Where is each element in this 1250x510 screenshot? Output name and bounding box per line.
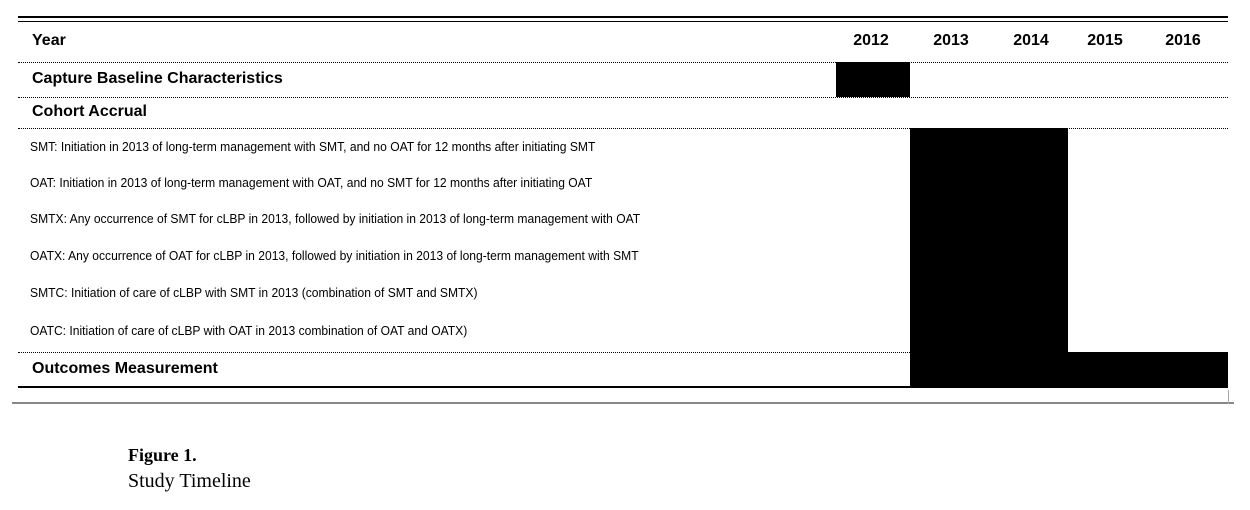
figure-caption: [128, 445, 251, 493]
year-header-label: Year: [32, 32, 66, 49]
cohort-label-oatx: OATX: Any occurrence of OAT for cLBP in 2013, followed by initiation in 2013 of long-term management with SMT: [30, 248, 639, 263]
year-2016: 2016: [1165, 32, 1201, 49]
year-2015: 2015: [1087, 32, 1123, 49]
cohort-label-oatc: OATC: Initiation of care of cLBP with OAT in 2013 combination of OAT and OATX): [30, 323, 468, 338]
figure-label: Figure 1.: [128, 445, 197, 465]
baseline-bar-2012: [836, 62, 910, 97]
cohort-accrual-row: [18, 97, 1228, 129]
cohort-label-oat: OAT: Initiation in 2013 of long-term management with OAT, and no SMT for 12 months after initiating OAT: [30, 175, 593, 190]
outcomes-bar-2013-2016: [910, 352, 1228, 386]
baseline-label: Capture Baseline Characteristics: [32, 70, 283, 87]
baseline-row: [18, 62, 1228, 98]
cohort-accrual-label: Cohort Accrual: [32, 103, 147, 120]
figure-title: Study Timeline: [128, 470, 251, 492]
cohort-accrual-bar-2013-2014: [910, 128, 1068, 352]
cohort-label-smtc: SMTC: Initiation of care of cLBP with SMT in 2013 (combination of SMT and SMTX): [30, 285, 478, 300]
cohort-label-smtx: SMTX: Any occurrence of SMT for cLBP in 2013, followed by initiation in 2013 of long-term management with OAT: [30, 211, 641, 226]
cohort-label-smt: SMT: Initiation in 2013 of long-term management with SMT, and no OAT for 12 months after initiating SMT: [30, 139, 596, 154]
year-header-row: [18, 22, 1228, 63]
outcomes-label: Outcomes Measurement: [32, 360, 218, 377]
table-bottom-rule: [18, 386, 1228, 388]
frame-bottom-rule: [12, 402, 1234, 404]
year-2014: 2014: [1013, 32, 1049, 49]
year-2012: 2012: [853, 32, 889, 49]
frame-corner-tick: [1228, 390, 1229, 404]
top-rule: [18, 16, 1228, 18]
year-2013: 2013: [933, 32, 969, 49]
